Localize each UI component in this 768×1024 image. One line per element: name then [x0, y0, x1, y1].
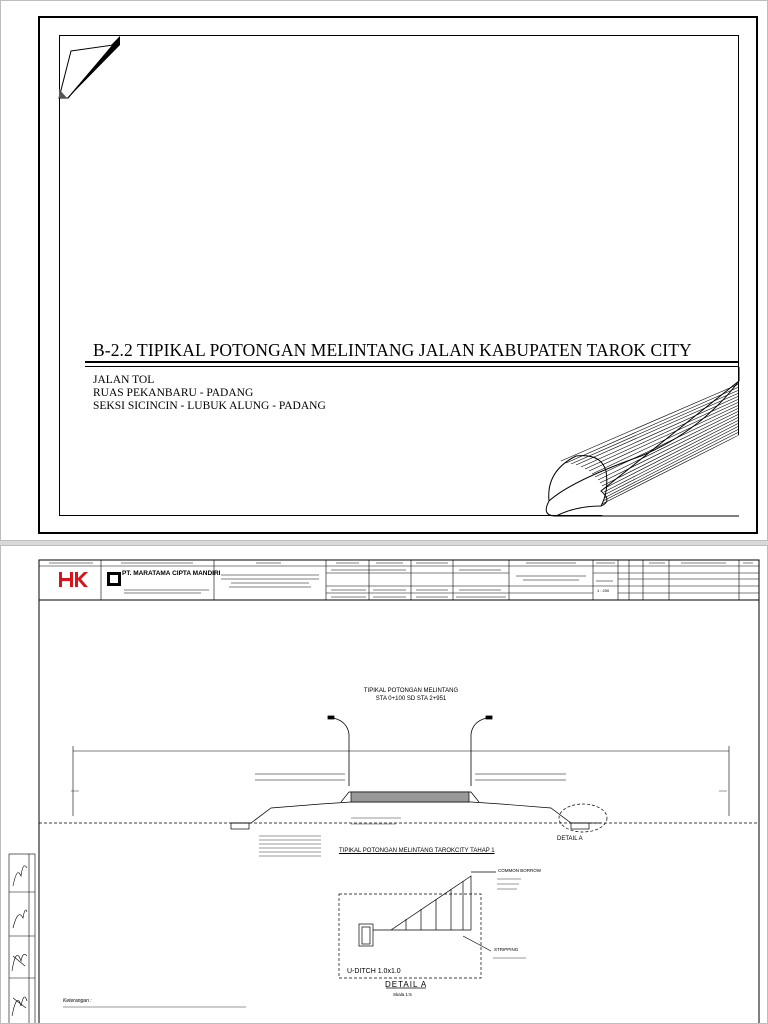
top-left-fold-icon — [59, 36, 120, 98]
section-subtitle: STA 0+100 SD STA 2+951 — [375, 696, 447, 702]
notes-label: Keterangan : — [63, 998, 92, 1004]
title-block — [39, 560, 759, 600]
row-dimension — [73, 746, 729, 816]
detail-scale: Skala 1:5 — [393, 992, 412, 997]
hk-logo-icon — [59, 572, 88, 587]
drawing-title: B-2.2 TIPIKAL POTONGAN MELINTANG JALAN KABUPATEN TAROK CITY — [93, 340, 692, 360]
project-info — [93, 374, 326, 413]
info-line: SEKSI SICINCIN - LUBUK ALUNG - PADANG — [93, 400, 326, 412]
title-rule-thick — [85, 361, 739, 363]
drawing-sheet — [0, 545, 768, 1024]
ground-profile — [39, 792, 759, 832]
info-line: RUAS PEKANBARU - PADANG — [93, 387, 254, 399]
common-borrow-label: COMMON BORROW — [498, 868, 541, 873]
bottom-right-curl-icon — [546, 367, 739, 516]
detail-title: DETAIL A — [385, 980, 428, 989]
signature-strip — [9, 854, 35, 1024]
stripping-label: STRIPPING — [494, 947, 519, 952]
info-line: JALAN TOL — [93, 374, 155, 386]
section-title: TIPIKAL POTONGAN MELINTANG — [363, 688, 459, 694]
detail-a-notes — [63, 879, 526, 1007]
detail-marker: DETAIL A — [557, 836, 583, 842]
title-block-text-lines — [49, 563, 753, 597]
u-ditch-label: U-DITCH 1.0x1.0 — [347, 968, 401, 975]
consultant-name: PT. MARATAMA CIPTA MANDIRI — [122, 570, 221, 577]
scale-value: 1 : 200 — [597, 588, 610, 593]
title-rule-thin — [85, 366, 739, 367]
drawing-graphics — [1, 546, 768, 1024]
consultant-logo-icon — [107, 572, 121, 586]
page-curl-graphics — [1, 1, 768, 542]
typical-section-label: TIPIKAL POTONGAN MELINTANG TAROKCITY TAHAP 1 — [339, 848, 495, 854]
